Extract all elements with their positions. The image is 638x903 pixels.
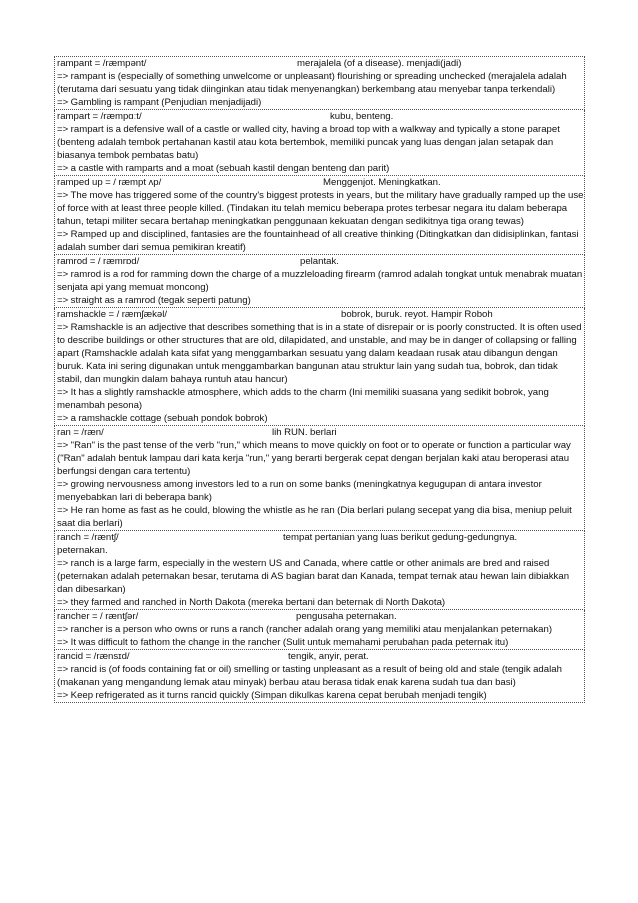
example-line: => He ran home as fast as he could, blowing the whistle as he ran (Dia berlari pulang secepat yang dia bisa, meniup peluit saat dia berlari) xyxy=(57,505,572,529)
definition-line: => rampart is a defensive wall of a castle or walled city, having a broad top with a walkway and typically a stone parapet (benteng adalah tembok pertahanan kastil atau kota bertembok, memiliki puncak yang luas dengan jalan setapak dan biasanya tembok pembatas batu) xyxy=(57,124,560,161)
definition-line: => rampant is (especially of something unwelcome or unpleasant) flourishing or spreading unchecked (merajalela adalah (terutama dari sesuatu yang tidak diinginkan atau tidak menyenangkan) berkembang atau menyebar tanpa terkendali) xyxy=(57,71,567,95)
example-line: => a ramshackle cottage (sebuah pondok bobrok) xyxy=(57,413,268,424)
entry-head xyxy=(57,57,584,70)
entry-head xyxy=(57,308,584,321)
entry-head xyxy=(57,110,584,123)
entry-head xyxy=(57,650,584,663)
definition-line: => Ramshackle is an adjective that describes something that is in a state of disrepair or is poorly constructed. It is often used to describe buildings or other structures that are old, dilapidated, and unstable, and may be in danger of collapsing or falling apart (Ramshackle adalah kata sifat yang menggambarkan sesuatu yang dalam keadaan rusak atau dibangun dengan buruk. Kata ini sering digunakan untuk menggambarkan bangunan atau struktur lain yang sudah tua, bobrok, dan tidak stabil, dan mungkin dalam bahaya runtuh atau hancur) xyxy=(57,322,582,385)
term-meaning: lih RUN. berlari xyxy=(272,427,337,438)
entry-rampart xyxy=(54,110,585,176)
term-pronunciation: rampart = /ræmpɑːt/ xyxy=(57,111,142,122)
term-meaning: bobrok, buruk. reyot. Hampir Roboh xyxy=(341,309,493,320)
definition-line: => rancid is (of foods containing fat or oil) smelling or tasting unpleasant as a result of being old and stale (tengik adalah (makanan yang mengandung lemak atau minyak) berbau atau berasa tidak enak karena sudah tua dan basi) xyxy=(57,664,562,688)
term-pronunciation: rampant = /ræmpənt/ xyxy=(57,58,147,69)
term-pronunciation: rancher = / ræntʃər/ xyxy=(57,611,139,622)
example-line: => Keep refrigerated as it turns rancid quickly (Simpan dikulkas karena cepat berubah menjadi tengik) xyxy=(57,690,487,701)
term-meaning: Menggenjot. Meningkatkan. xyxy=(323,177,441,188)
example-line: => It has a slightly ramshackle atmosphere, which adds to the charm (Ini memiliki suasana yang sedikit bobrok, yang menambah pesona) xyxy=(57,387,549,411)
meaning-continued: peternakan. xyxy=(57,545,108,556)
example-line: => a castle with ramparts and a moat (sebuah kastil dengan benteng dan parit) xyxy=(57,163,390,174)
entry-ramshackle xyxy=(54,308,585,426)
term-pronunciation: ramped up = / ræmpt ʌp/ xyxy=(57,177,162,188)
entry-head xyxy=(57,610,584,623)
entry-head xyxy=(57,176,584,189)
term-pronunciation: ramrod = / ræmrɒd/ xyxy=(57,256,140,267)
entry-head xyxy=(57,531,584,544)
example-line: => Ramped up and disciplined, fantasies are the fountainhead of all creative thinking (Ditingkatkan dan didisiplinkan, fantasi adalah sumber dari semua pemikiran kreatif) xyxy=(57,229,579,253)
definition-line: => The move has triggered some of the country's biggest protests in years, but the military have gradually ramped up the use of force with at least three people killed. (Tindakan itu telah memicu beberapa protes terbesar negara itu dalam beberapa tahun, tetapi militer secara bertahap meningkatkan penggunaan kekuatan dengan sedikitnya tiga orang tewas) xyxy=(57,190,584,227)
term-meaning: tempat pertanian yang luas berikut gedung-gedungnya. xyxy=(283,532,518,543)
term-meaning: pengusaha peternakan. xyxy=(296,611,397,622)
definition-line: => ranch is a large farm, especially in the western US and Canada, where cattle or other animals are bred and raised (peternakan adalah peternakan besar, terutama di AS bagian barat dan Kanada, tempat ternak atau hewan lain dibiakkan dan dibesarkan) xyxy=(57,558,570,595)
entry-ran xyxy=(54,426,585,531)
definition-line: => rancher is a person who owns or runs a ranch (rancher adalah orang yang memiliki atau menjalankan peternakan) xyxy=(57,624,553,635)
term-meaning: merajalela (of a disease). menjadi(jadi) xyxy=(297,58,462,69)
term-pronunciation: rancid = /rænsɪd/ xyxy=(57,651,130,662)
entry-head xyxy=(57,255,584,268)
entry-head xyxy=(57,426,584,439)
vocabulary-table xyxy=(54,56,585,703)
term-pronunciation: ranch = /ræntʃ/ xyxy=(57,532,119,543)
term-meaning: kubu, benteng. xyxy=(330,111,394,122)
term-pronunciation: ran = /ræn/ xyxy=(57,427,104,438)
entry-ramrod xyxy=(54,255,585,308)
entry-rancher xyxy=(54,610,585,650)
definition-line: => "Ran" is the past tense of the verb "run," which means to move quickly on foot or to operate or function a particular way ("Ran" adalah bentuk lampau dari kata kerja "run," yang berarti bergerak cepat dengan berjalan kaki atau beroperasi atau berfungsi dengan cara tertentu) xyxy=(57,440,571,477)
entry-rampant xyxy=(54,56,585,110)
example-line: => Gambling is rampant (Penjudian menjadijadi) xyxy=(57,97,262,108)
example-line: => growing nervousness among investors led to a run on some banks (meningkatnya kegugupan di antara investor menyebabkan lari di beberapa bank) xyxy=(57,479,542,503)
example-line: => It was difficult to fathom the change in the rancher (Sulit untuk memahami perubahan pada peternak itu) xyxy=(57,637,509,648)
example-line: => straight as a ramrod (tegak seperti patung) xyxy=(57,295,251,306)
entry-ranch xyxy=(54,531,585,610)
example-line: => they farmed and ranched in North Dakota (mereka bertani dan beternak di North Dakota) xyxy=(57,597,446,608)
term-meaning: tengik, anyir, perat. xyxy=(288,651,369,662)
definition-line: => ramrod is a rod for ramming down the charge of a muzzleloading firearm (ramrod adalah tongkat untuk menabrak muatan senjata api yang memuat moncong) xyxy=(57,269,583,293)
entry-ramped-up xyxy=(54,176,585,255)
term-pronunciation: ramshackle = / ræmʃækəl/ xyxy=(57,309,168,320)
entry-rancid xyxy=(54,650,585,703)
term-meaning: pelantak. xyxy=(300,256,339,267)
